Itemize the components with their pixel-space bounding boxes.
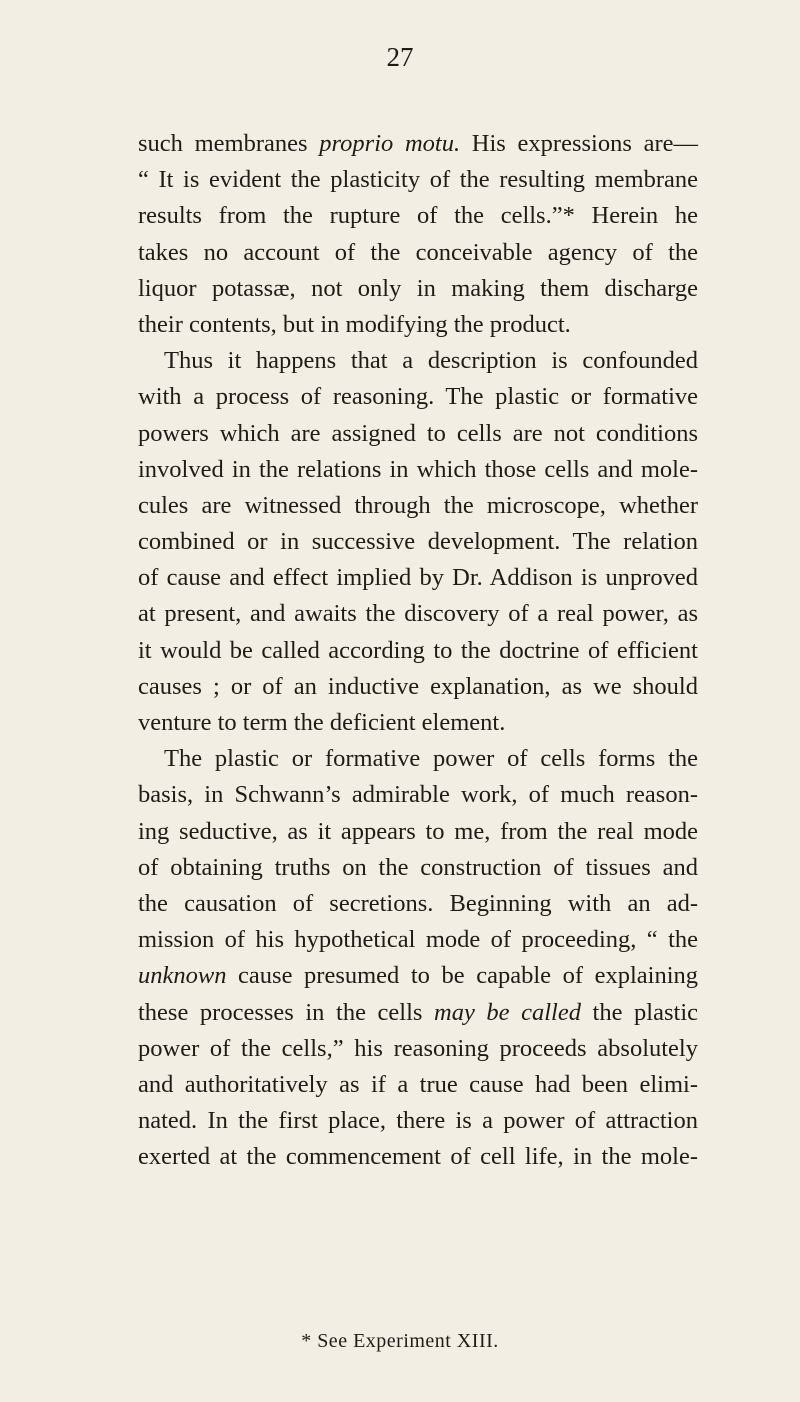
text-segment: the plastic <box>580 998 699 1026</box>
text-line <box>138 1031 698 1067</box>
text-line <box>138 1103 698 1139</box>
text-line <box>138 235 698 271</box>
text-segment: cules are witnessed through the microscope, whether <box>138 491 698 519</box>
text-segment: venture to term the deficient element. <box>138 709 506 736</box>
text-segment: such membranes <box>138 130 320 157</box>
text-segment: causes ; or of an inductive explanation, as we should <box>138 672 698 700</box>
text-segment: basis, in Schwann’s admirable work, of much reason- <box>138 781 698 809</box>
text-line <box>138 162 698 198</box>
text-segment: ing seductive, as it appears to me, from the real mode <box>138 817 698 845</box>
text-line <box>138 452 698 488</box>
text-line <box>138 596 698 632</box>
text-segment: at present, and awaits the discovery of a real power, as <box>138 600 698 628</box>
text-line <box>138 850 698 886</box>
italic-text: unknown <box>138 962 227 990</box>
text-line <box>138 669 698 705</box>
text-segment: The plastic or formative power of cells forms the <box>164 745 698 773</box>
text-segment: liquor potassæ, not only in making them discharge <box>138 274 698 302</box>
text-line <box>138 958 698 994</box>
page-number: 27 <box>386 42 414 72</box>
text-line <box>138 995 698 1031</box>
body-text <box>138 126 698 1175</box>
text-line <box>138 777 698 813</box>
text-line <box>138 1067 698 1103</box>
text-line <box>138 198 698 234</box>
text-line <box>138 379 698 415</box>
text-line <box>138 126 698 162</box>
text-line <box>138 343 698 379</box>
text-line <box>138 814 698 850</box>
text-segment: power of the cells,” his reasoning proceeds absolutely <box>138 1034 698 1062</box>
text-segment: Thus it happens that a description is confounded <box>164 347 698 375</box>
text-line <box>138 560 698 596</box>
text-line <box>138 705 698 741</box>
text-segment: mission of his hypothetical mode of proceeding, “ the <box>138 926 698 954</box>
text-segment: powers which are assigned to cells are not conditions <box>138 419 698 447</box>
text-line <box>138 307 698 343</box>
text-segment: it would be called according to the doctrine of efficient <box>138 636 698 664</box>
text-line <box>138 633 698 669</box>
text-line <box>138 524 698 560</box>
italic-text: proprio motu. <box>319 130 461 157</box>
text-segment: exerted at the commencement of cell life, in the mole- <box>138 1143 698 1171</box>
text-line <box>138 271 698 307</box>
text-segment: the causation of secretions. Beginning with an ad- <box>138 889 698 917</box>
text-line <box>138 416 698 452</box>
italic-text: may be called <box>434 998 581 1026</box>
text-segment: their contents, but in modifying the product. <box>138 310 571 338</box>
text-segment: results from the rupture of the cells.”* Herein he <box>138 202 698 230</box>
text-line <box>138 922 698 958</box>
text-segment: cause presumed to be capable of explaining <box>226 962 698 990</box>
text-segment: and authoritatively as if a true cause had been elimi- <box>138 1070 698 1098</box>
text-line <box>138 886 698 922</box>
text-segment: takes no account of the conceivable agency of the <box>138 238 698 266</box>
text-segment: combined or in successive development. The relation <box>138 528 698 556</box>
text-segment: “ It is evident the plasticity of the resulting membrane <box>138 166 698 194</box>
text-line <box>138 488 698 524</box>
text-segment: His expressions are— <box>460 130 699 157</box>
text-line <box>138 741 698 777</box>
text-segment: of cause and effect implied by Dr. Addison is unproved <box>138 564 698 592</box>
text-segment: with a process of reasoning. The plastic or formative <box>138 383 698 411</box>
text-line <box>138 1139 698 1175</box>
text-segment: involved in the relations in which those cells and mole- <box>138 455 698 483</box>
footnote: * See Experiment XIII. <box>301 1330 499 1352</box>
text-segment: of obtaining truths on the construction of tissues and <box>138 853 698 881</box>
text-segment: these processes in the cells <box>138 998 434 1026</box>
text-segment: nated. In the first place, there is a power of attraction <box>138 1107 698 1135</box>
